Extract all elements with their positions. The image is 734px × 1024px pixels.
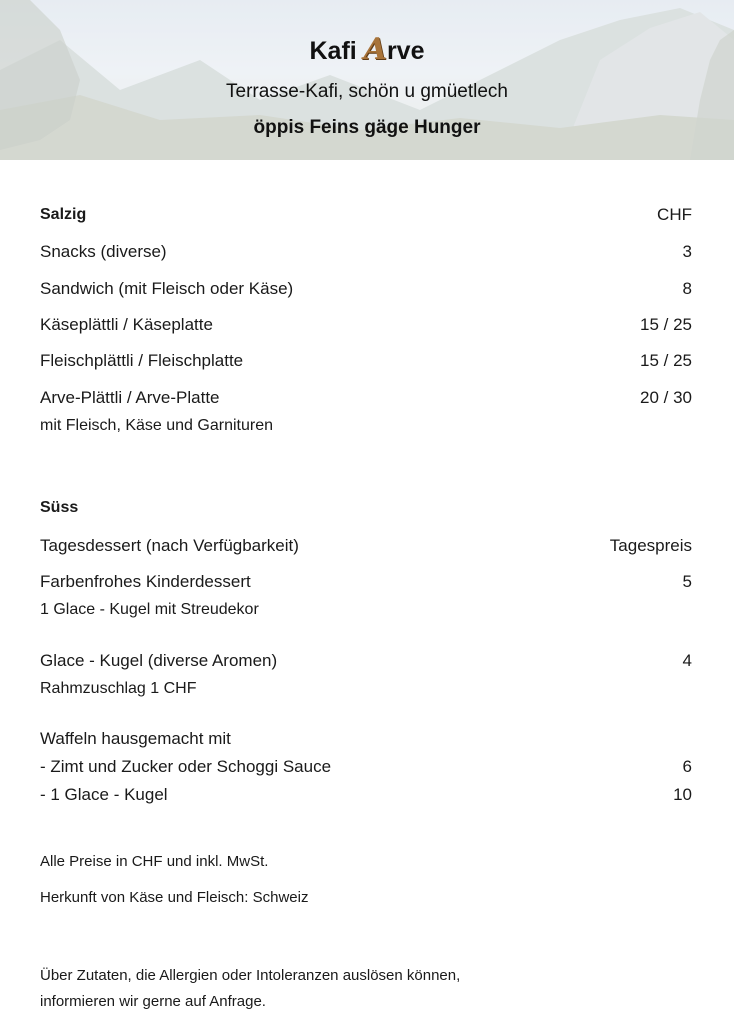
- origin-note: Herkunft von Käse und Fleisch: Schweiz: [40, 889, 309, 906]
- item-name: Tagesdessert (nach Verfügbarkeit): [40, 536, 299, 555]
- item-price: 15 / 25: [640, 351, 692, 370]
- page-title: Kafi Arve: [309, 32, 425, 67]
- item-price: 20 / 30: [640, 388, 692, 407]
- item-name: Arve-Plättli / Arve-Platte: [40, 388, 220, 407]
- option-price: 6: [682, 757, 692, 776]
- item-name: Glace - Kugel (diverse Aromen): [40, 651, 278, 670]
- currency-label: CHF: [657, 205, 692, 224]
- item-name: Farbenfrohes Kinderdessert: [40, 572, 251, 591]
- item-price: Tagespreis: [609, 536, 692, 555]
- item-detail: mit Fleisch, Käse und Garnituren: [40, 417, 273, 434]
- title-initial: A: [363, 32, 387, 67]
- section-title: Salzig: [40, 206, 87, 223]
- item-name: Waffeln hausgemacht mit: [40, 729, 231, 748]
- price-note: Alle Preise in CHF und inkl. MwSt.: [40, 853, 269, 870]
- item-price: 4: [682, 651, 692, 670]
- tagline: öppis Feins gäge Hunger: [253, 117, 481, 138]
- section-title: Süss: [40, 499, 79, 516]
- item-name: Fleischplättli / Fleischplatte: [40, 351, 244, 370]
- item-name: Käseplättli / Käseplatte: [40, 315, 213, 334]
- item-price: 3: [682, 242, 692, 261]
- subtitle: Terrasse-Kafi, schön u gmüetlech: [226, 81, 508, 102]
- allergy-note-line1: Über Zutaten, die Allergien oder Intoleranzen auslösen können,: [40, 967, 461, 984]
- item-price: 5: [682, 572, 692, 591]
- item-detail: 1 Glace - Kugel mit Streudekor: [40, 601, 259, 618]
- option-price: 10: [673, 785, 692, 804]
- option-name: - Zimt und Zucker oder Schoggi Sauce: [40, 757, 332, 776]
- item-name: Snacks (diverse): [40, 242, 167, 261]
- option-name: - 1 Glace - Kugel: [40, 785, 168, 804]
- allergy-note-line2: informieren wir gerne auf Anfrage.: [40, 993, 266, 1010]
- header-banner: [0, 0, 734, 160]
- item-price: 8: [682, 279, 692, 298]
- item-name: Sandwich (mit Fleisch oder Käse): [40, 279, 294, 298]
- item-detail: Rahmzuschlag 1 CHF: [40, 680, 197, 697]
- item-price: 15 / 25: [640, 315, 692, 334]
